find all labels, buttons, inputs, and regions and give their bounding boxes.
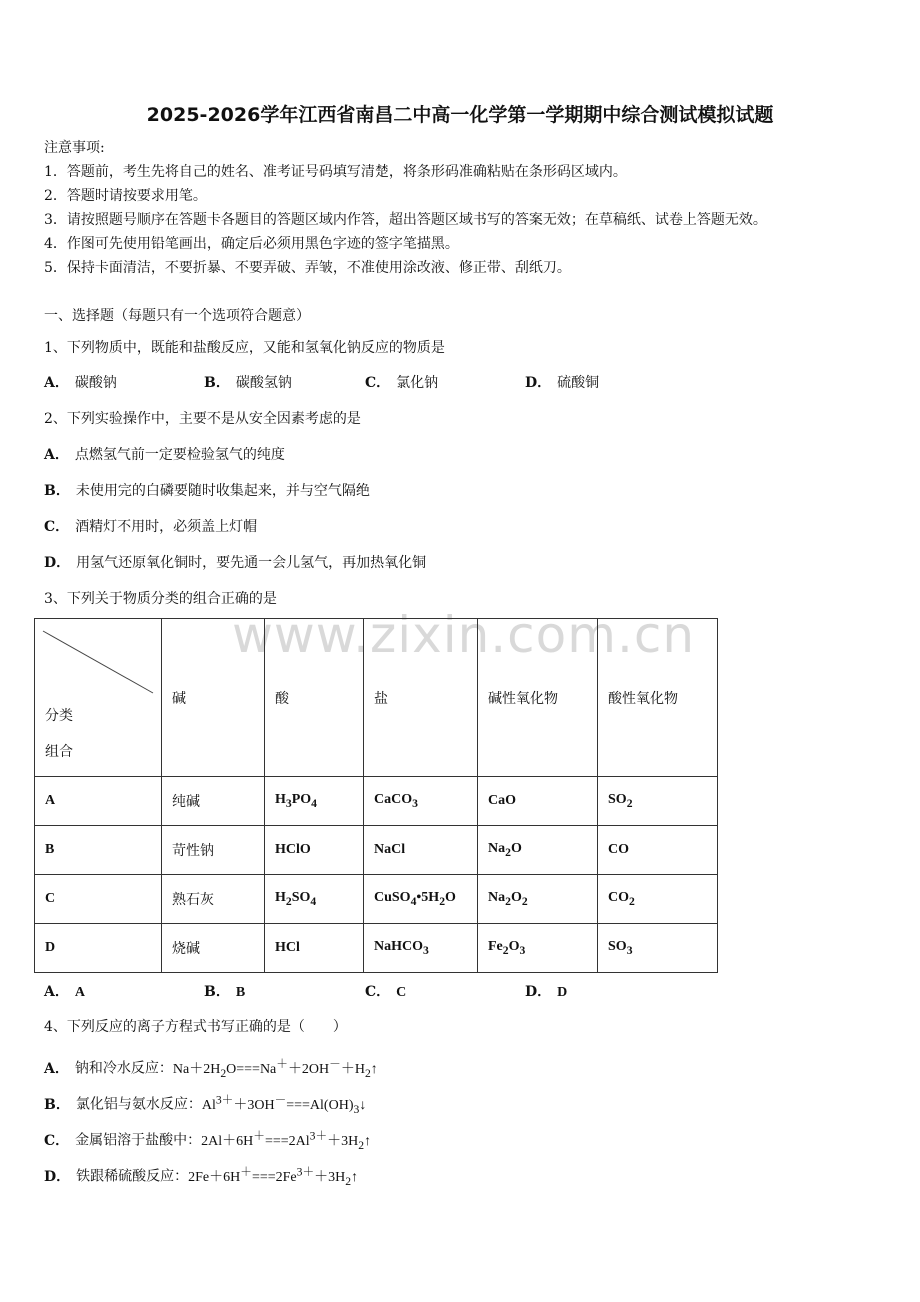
q4-option-a: A． 钠和冷水反应：$Na+2H_2O===Na^++2OH^-+H_2↑$	[44, 1057, 378, 1080]
q3-option-b: B． B	[204, 984, 246, 1000]
row-label: D	[35, 924, 162, 973]
question-stem-3: 3、下列关于物质分类的组合正确的是	[44, 591, 277, 607]
cell-acid: $H_2SO_4$	[265, 875, 364, 924]
q2-option-c: C． 酒精灯不用时，必须盖上灯帽	[44, 519, 258, 535]
table-row	[35, 777, 718, 826]
cell-salt: NaCl	[364, 826, 478, 875]
section-heading: 一、选择题（每题只有一个选项符合题意）	[44, 308, 310, 324]
q1-option-c: C． 氯化钠	[365, 375, 439, 391]
cell-base: 烧碱	[162, 924, 265, 973]
q4-option-c: C． 金属铝溶于盐酸中：$2Al+6H^+===2Al^{3+}+3H_2↑$	[44, 1129, 372, 1152]
row-label: A	[35, 777, 162, 826]
cell-basic-oxide: $Fe_2O_3$	[478, 924, 598, 973]
notice-heading: 注意事项:	[44, 140, 105, 156]
cell-basic-oxide: CaO	[478, 777, 598, 826]
table-row	[35, 826, 718, 875]
corner-label-category: 分类	[45, 708, 73, 724]
question-stem-4: 4、下列反应的离子方程式书写正确的是（ ）	[44, 1019, 347, 1035]
table-header: 碱性氧化物	[478, 619, 598, 777]
q2-option-b: B． 未使用完的白磷要随时收集起来，并与空气隔绝	[44, 483, 370, 499]
row-label: B	[35, 826, 162, 875]
q1-option-a: A． 碳酸钠	[44, 375, 117, 391]
cell-acidic-oxide: $CO_2$	[598, 875, 718, 924]
question-stem-2: 2、下列实验操作中，主要不是从安全因素考虑的是	[44, 411, 361, 427]
notice-item: 4．作图可先使用铅笔画出，确定后必须用黑色字迹的签字笔描黑。	[44, 236, 459, 252]
table-corner-cell	[35, 619, 162, 777]
q3-option-c: C． C	[365, 984, 407, 1000]
cell-salt: CaCO$_3$	[364, 777, 478, 826]
table-row	[35, 924, 718, 973]
cell-acid: $H_3PO_4$	[265, 777, 364, 826]
table-header: 盐	[364, 619, 478, 777]
cell-base: 苛性钠	[162, 826, 265, 875]
row-label: C	[35, 875, 162, 924]
cell-base: 熟石灰	[162, 875, 265, 924]
cell-acidic-oxide: CO	[598, 826, 718, 875]
cell-salt: $CuSO_4•5H_2O$	[364, 875, 478, 924]
table-header: 碱	[162, 619, 265, 777]
q2-option-a: A． 点燃氢气前一定要检验氢气的纯度	[44, 447, 285, 463]
table-header: 酸	[265, 619, 364, 777]
notice-item: 5．保持卡面清洁，不要折暴、不要弄破、弄皱，不准使用涂改液、修正带、刮纸刀。	[44, 260, 571, 276]
cell-acidic-oxide: $SO_2$	[598, 777, 718, 826]
notice-item: 2．答题时请按要求用笔。	[44, 188, 207, 204]
q3-option-a: A． A	[44, 984, 85, 1000]
cell-acid: HClO	[265, 826, 364, 875]
cell-basic-oxide: $Na_2O$	[478, 826, 598, 875]
cell-acid: HCl	[265, 924, 364, 973]
classification-table	[34, 618, 718, 973]
q1-option-d: D． 硫酸铜	[525, 375, 600, 391]
cell-basic-oxide: $Na_2O_2$	[478, 875, 598, 924]
question-stem-1: 1、下列物质中，既能和盐酸反应，又能和氢氧化钠反应的物质是	[44, 340, 445, 356]
cell-salt: NaHCO$_3$	[364, 924, 478, 973]
q4-option-b: B． 氯化铝与氨水反应：$Al^{3+}+3OH^-===Al(OH)_3↓$	[44, 1093, 367, 1116]
notice-item: 1．答题前，考生先将自己的姓名、准考证号码填写清楚，将条形码准确粘贴在条形码区域内。	[44, 164, 627, 180]
q4-option-d: D． 铁跟稀硫酸反应：$2Fe+6H^+===2Fe^{3+}+3H_2↑$	[44, 1165, 359, 1188]
q2-option-d: D． 用氢气还原氧化铜时，要先通一会儿氢气，再加热氧化铜	[44, 555, 427, 571]
q1-option-b: B． 碳酸氢钠	[204, 375, 292, 391]
cell-acidic-oxide: $SO_3$	[598, 924, 718, 973]
q3-option-d: D． D	[525, 984, 568, 1000]
table-row	[35, 875, 718, 924]
table-header: 酸性氧化物	[598, 619, 718, 777]
corner-label-combination: 组合	[45, 744, 73, 760]
notice-item: 3．请按照题号顺序在答题卡各题目的答题区域内作答，超出答题区域书写的答案无效；在草稿纸、试卷上答题无效。	[44, 212, 767, 228]
cell-base: 纯碱	[162, 777, 265, 826]
page-title: 2025-2026学年江西省南昌二中高一化学第一学期期中综合测试模拟试题	[146, 104, 774, 126]
watermark: www.zixin.com.cn	[232, 606, 696, 664]
